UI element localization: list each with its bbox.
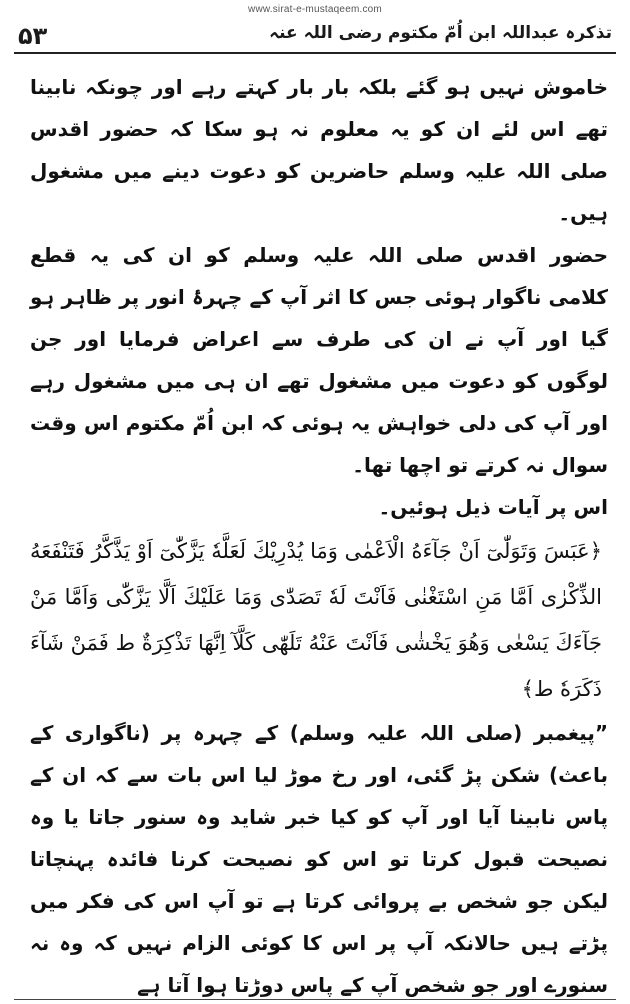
paragraph-1: خاموش نہیں ہو گئے بلکہ بار بار کہتے رہے اور چونکہ نابینا تھے اس لئے ان کو یہ معلوم نہ ہو سکا کہ حضور اقدس صلی اللہ علیہ وسلم حاضرین کو دعوت دینے میں مشغول ہیں۔ <box>30 75 608 225</box>
translation-paragraph: ”پیغمبر (صلی اللہ علیہ وسلم) کے چہرہ پر (ناگواری کے باعث) شکن پڑ گئی، اور رخ موڑ لیا اس بات سے کہ ان کے پاس نابینا آیا اور آپ کو کیا خبر شاید وہ سنور جاتا یا وہ نصیحت قبول کرتا تو اس کو نصیحت کرنا فائدہ پہنچاتا لیکن جو شخص بے پروائی کرتا ہے تو آپ اس کی فکر میں پڑتے ہیں حالانکہ آپ پر اس کا کوئی الزام نہیں کہ وہ نہ سنورے اور جو شخص آپ کے پاس دوڑتا ہوا آتا ہے <box>30 721 608 997</box>
bottom-rule <box>14 999 616 1000</box>
running-title: تذکرہ عبداللہ ابن اُمّ مکتوم رضی اللہ عنہ <box>269 23 612 43</box>
page-number: ۵۳ <box>18 22 48 50</box>
page-header <box>18 20 612 50</box>
body-text <box>30 66 608 1004</box>
paragraph-3: اس پر آیات ذیل ہوئیں۔ <box>378 495 608 519</box>
header-rule <box>14 52 616 54</box>
quran-verses: ﴿عَبَسَ وَتَوَلّٰىٓ اَنْ جَآءَهُ الْاَعْمٰى وَمَا يُدْرِيْكَ لَعَلَّهٗ يَزَّكّٰىٓ اَوْ يَذَّكَّرُ فَتَنْفَعَهُ الذِّكْرٰى اَمَّا مَنِ اسْتَغْنٰى فَاَنْتَ لَهٗ تَصَدّٰى وَمَا عَلَيْكَ اَلَّا يَزَّكّٰى وَاَمَّا مَنْ جَآءَكَ يَسْعٰى وَهُوَ يَخْشٰى فَاَنْتَ عَنْهُ تَلَهّٰى كَلَّآ اِنَّهَا تَذْكِرَةٌ ط فَمَنْ شَآءَ ذَكَرَهٗ ط﴾ <box>30 539 602 701</box>
site-url-watermark[interactable]: www.sirat-e-mustaqeem.com <box>248 4 382 15</box>
paragraph-2: حضور اقدس صلی اللہ علیہ وسلم کو ان کی یہ قطع کلامی ناگوار ہوئی جس کا اثر آپ کے چہرۂ انور پر ظاہر ہو گیا اور آپ نے ان کی طرف سے اعراض فرمایا اور جن لوگوں کو دعوت میں مشغول تھے ان ہی میں مشغول رہے اور آپ کی دلی خواہش یہ ہوئی کہ ابن اُمّ مکتوم اس وقت سوال نہ کرتے تو اچھا تھا۔ <box>30 243 608 477</box>
